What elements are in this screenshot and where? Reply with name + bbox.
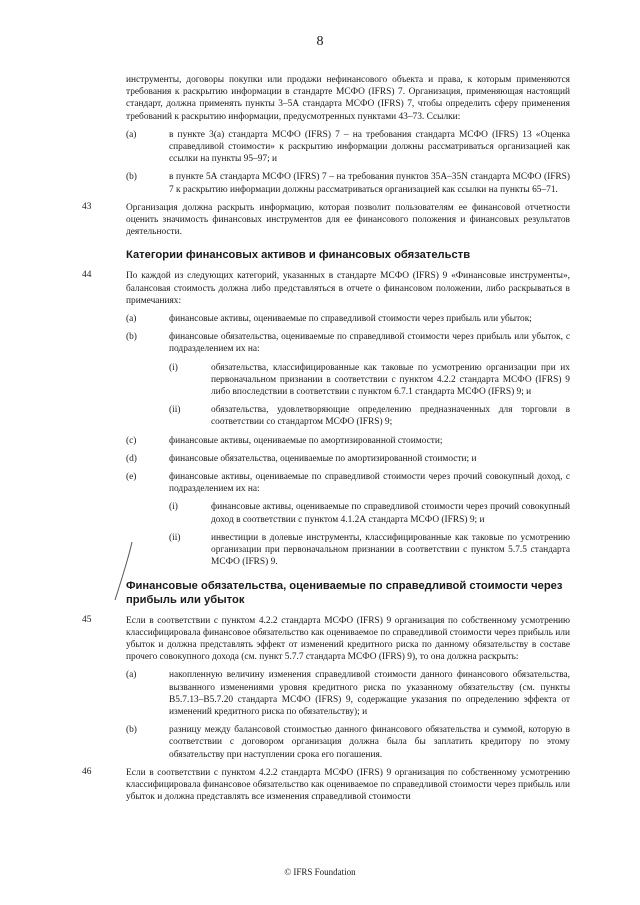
item-text: инвестиции в долевые инструменты, классифицированные как таковые по усмотрению организации при первоначальном признании в соответствии с пунктом 5.7.5 стандарта МСФО (IFRS) 9. xyxy=(211,532,570,568)
paragraph-43 xyxy=(82,201,570,239)
paragraph-text: Если в соответствии с пунктом 4.2.2 стандарта МСФО (IFRS) 9 организация по собственному усмотрению классифицировала финансовое обязательство как оцениваемое по справедливой стоимости через прибыль или убыток и должна представлять все изменения справедливой стоимости xyxy=(126,767,570,803)
item-text: в пункте 3(a) стандарта МСФО (IFRS) 7 – на требования стандарта МСФО (IFRS) 13 «Оценка справедливой стоимости» к раскрытию информации должны рассматриваться организацией как ссылки на пункты 95–97; и xyxy=(169,129,570,165)
p44-item-e xyxy=(126,471,570,495)
p45-item-a xyxy=(126,669,570,718)
paragraph-44 xyxy=(82,270,570,568)
intro-item-a xyxy=(126,129,570,166)
section-heading-fvtpl: Финансовые обязательства, оцениваемые по справедливой стоимости через прибыль или убыток xyxy=(126,579,563,606)
intro-paragraph: инструменты, договоры покупки или продажи нефинансового объекта и права, к которым применяются требования к раскрытию информации в стандарте МСФО (IFRS) 7. Организация, применяющая настоящий стандарт, должна применять пункты 3–5А стандарта МСФО (IFRS) 7, чтобы определить сферу применения требований к раскрытию информации, предусмотренных пунктами 43–73. Ссылки: xyxy=(126,75,570,122)
paragraph-45 xyxy=(82,614,570,761)
paragraph-text: По каждой из следующих категорий, указанных в стандарте МСФО (IFRS) 9 «Финансовые инструменты», балансовая стоимость должна либо представляться в отчете о финансовом положении, либо раскрываться в примечаниях: xyxy=(126,271,570,306)
item-label: (b) xyxy=(126,172,137,183)
paragraph-text: Организация должна раскрыть информацию, которая позволит пользователям ее финансовой отчетности оценить значимость финансовых инструментов для ее финансового положения и финансовых результатов деятельности. xyxy=(126,202,570,238)
p44-item-d xyxy=(126,453,570,465)
intro-block xyxy=(96,74,570,196)
item-text: разницу между балансовой стоимостью данного финансового обязательства и суммой, которую в соответствии с договором организация должна была бы заплатить кредитору по этому обязательству при наступлении срока его погашения. xyxy=(169,725,570,760)
page-content xyxy=(82,74,570,809)
item-label: (b) xyxy=(126,725,137,736)
item-text: накопленную величину изменения справедливой стоимости данного финансового обязательства, вызванного изменениями уровня кредитного риска по указанному обязательству (см. пункты B5.7.13–B5.7.20 стандарта МСФО (IFRS) 9, содержащие указания по определению эффекта от изменений кредитного риска по обязательству); и xyxy=(169,670,570,717)
item-text: обязательства, удовлетворяющие определению предназначенных для торговли в соответствии со стандартом МСФО (IFRS) 9; xyxy=(211,405,570,428)
paragraph-number: 45 xyxy=(82,614,92,625)
item-label: (i) xyxy=(169,362,178,373)
paragraph-46 xyxy=(82,766,570,804)
page-number: 8 xyxy=(316,34,324,49)
p44-item-e-ii xyxy=(169,532,570,569)
p44-item-b-i xyxy=(169,362,570,399)
item-label: (a) xyxy=(126,314,137,325)
item-label: (e) xyxy=(126,472,137,483)
p44-item-a xyxy=(126,313,570,325)
item-text: в пункте 5А стандарта МСФО (IFRS) 7 – на требования пунктов 35А–35N стандарта МСФО (IFRS) 7 к раскрытию информации должны рассматриваться организацией как ссылки на пункты 65–71. xyxy=(169,172,570,195)
item-text: финансовые обязательства, оцениваемые по амортизированной стоимости; и xyxy=(169,453,477,464)
page-footer: © IFRS Foundation xyxy=(284,867,356,877)
p44-item-c xyxy=(126,435,570,447)
item-label: (b) xyxy=(126,332,137,343)
item-label: (d) xyxy=(126,453,137,464)
item-text: финансовые активы, оцениваемые по справедливой стоимости через прочий совокупный доход в соответствии с пунктом 4.1.2А стандарта МСФО (IFRS) 9; и xyxy=(211,502,570,525)
item-text: финансовые активы, оцениваемые по справедливой стоимости через прочий совокупный доход, с подразделением их на: xyxy=(169,472,570,495)
paragraph-text: Если в соответствии с пунктом 4.2.2 стандарта МСФО (IFRS) 9 организация по собственному усмотрению классифицировала финансовое обязательство как оцениваемое по справедливой стоимости через прибыль или убыток и должна представлять эффект от изменений кредитного риска по данному обязательству в составе прочего совокупного дохода (см. пункт 5.7.7 стандарта МСФО (IFRS) 9), то она должна раскрыть: xyxy=(126,615,570,663)
margin-pen-mark xyxy=(112,540,136,604)
p44-item-b-ii xyxy=(169,404,570,428)
item-label: (c) xyxy=(126,435,137,446)
item-text: финансовые активы, оцениваемые по амортизированной стоимости; xyxy=(169,435,443,446)
p44-item-e-i xyxy=(169,501,570,525)
paragraph-number: 44 xyxy=(82,270,92,281)
item-label: (a) xyxy=(126,670,137,681)
section-heading-categories: Категории финансовых активов и финансовых обязательств xyxy=(126,249,471,262)
item-label: (i) xyxy=(169,502,178,513)
item-text: обязательства, классифицированные как таковые по усмотрению организации при их первоначальном признании в соответствии с пунктом 4.2.2 стандарта МСФО (IFRS) 9 либо впоследствии в соответствии с пунктом 6.7.1 стандарта МСФО (IFRS) 9; и xyxy=(211,362,570,398)
paragraph-number: 46 xyxy=(82,766,92,777)
intro-item-b xyxy=(126,171,570,195)
item-text: финансовые активы, оцениваемые по справедливой стоимости через прибыль или убыток; xyxy=(169,314,532,325)
paragraph-number: 43 xyxy=(82,201,92,212)
item-label: (ii) xyxy=(169,405,181,416)
item-text: финансовые обязательства, оцениваемые по справедливой стоимости через прибыль или убыток, с подразделением их на: xyxy=(169,332,570,355)
p45-item-b xyxy=(126,724,570,761)
p44-item-b xyxy=(126,331,570,355)
item-label: (ii) xyxy=(169,532,181,543)
item-label: (a) xyxy=(126,129,137,140)
